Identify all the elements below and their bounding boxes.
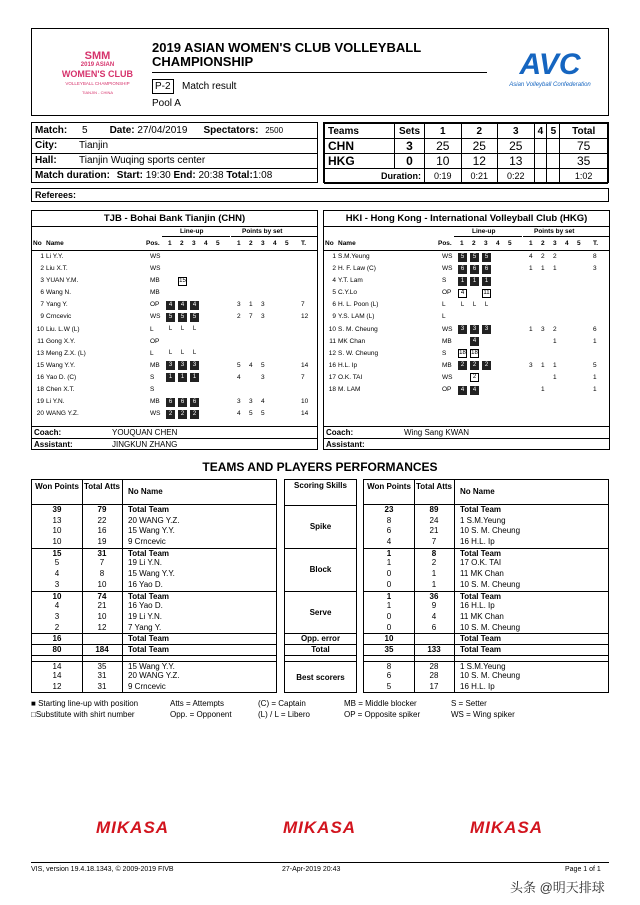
match-number: 5 xyxy=(82,125,88,136)
performance-row: 2 12 7 Yang Y. xyxy=(54,622,162,632)
performance-row: 1 8 Total Team xyxy=(364,548,608,559)
performance-row: 1 2 17 O.K. TAI xyxy=(386,558,502,568)
performance-row: 4 21 16 Yao D. xyxy=(54,601,163,611)
performance-row: 0 4 11 MK Chan xyxy=(386,611,504,621)
performance-row: 4 7 16 H.L. Ip xyxy=(386,537,495,547)
coach: Coach: Wing Sang KWAN xyxy=(324,426,609,437)
team-a-performance: Won Points Total Atts No Name 39 79 Total Team 13 22 20 WANG Y.Z. 10 16 15 Wang Y.Y. 10 19 9 Crncevic 15 31 Total Team 5 7 19 Li Y.N. 4 8 15 Wang Y.Y. 3 10 16 Yao D. 10 74 Total Team 4 21 16 Yao D. 3 10 19 Li Y.N. 2 12 7 Yang Y. 16 Total Team 80 184 Total Team 14 35 15 Wang Y.Y. 14 31 20 WANG Y.Z. 12 31 9 Crncevic xyxy=(31,479,277,693)
label: Match duration: xyxy=(35,170,110,181)
avc-logo xyxy=(495,48,605,88)
total-time: 1:08 xyxy=(252,170,273,181)
player-row: 1 Li Y.Y. WS xyxy=(40,253,161,260)
label: City: xyxy=(35,140,58,151)
doc-code: P-2 xyxy=(152,79,174,94)
player-row: 3 YUAN Y.M. MB 15 xyxy=(40,277,186,285)
player-row: 18 Chen X.T. S xyxy=(36,386,155,394)
performance-row: 0 6 10 S. M. Cheung xyxy=(386,622,521,632)
assistant-coach: Assistant: xyxy=(324,438,609,449)
performance-row: 16 Total Team xyxy=(32,633,276,644)
label: Match: xyxy=(35,125,68,136)
performance-row: 6 21 10 S. M. Cheung xyxy=(386,526,521,536)
skill-label: Best scorers xyxy=(285,661,356,693)
referees: Referees: xyxy=(31,188,609,202)
sponsor-logo: MIKASA xyxy=(283,818,357,837)
skill-label: Spike xyxy=(285,505,356,548)
performance-row: 10 74 Total Team xyxy=(32,591,276,602)
team-name: HKI - Hong Kong - International Volleyball Club (HKG) xyxy=(324,211,609,227)
performance-row: 4 8 15 Wang Y.Y. xyxy=(54,569,175,579)
team-code: CHN xyxy=(325,139,395,154)
section-heading: TEAMS AND PLAYERS PERFORMANCES xyxy=(202,460,438,474)
footer-page: Page 1 of 1 xyxy=(565,866,601,873)
player-row: 4 Y.T. Lam S 1 1 1 xyxy=(324,275,609,287)
logo-line: 2019 ASIAN xyxy=(80,62,115,68)
player-row: 20 WANG Y.Z. WS 2 2 2 4 5 5 14 xyxy=(36,410,309,418)
player-row: 15 Wang Y.Y. MB 3 3 3 5 4 5 14 xyxy=(36,361,309,369)
player-row: 13 Meng Z.X. (L) L L L L xyxy=(36,349,197,357)
team-code: HKG xyxy=(325,154,395,169)
player-row: 11 Gong X.Y. OP xyxy=(37,337,160,345)
player-row: 10 S. M. Cheung WS 3 3 3 1 3 2 6 xyxy=(328,325,597,333)
performance-row: 15 31 Total Team xyxy=(32,548,276,559)
team-a-roster xyxy=(31,210,318,450)
player-row: 2 Liu X.T. WS xyxy=(40,265,161,273)
end-time: 20:38 xyxy=(198,170,224,181)
performance-row: 14 35 15 Wang Y.Y. xyxy=(32,661,276,672)
avc-mark: AVC xyxy=(519,48,581,81)
player-row: 12 S. W. Cheung S 18 18 xyxy=(328,349,478,357)
footer-version: VIS, version 19.4.18.1343, © 2009-2019 FIVB xyxy=(31,866,174,873)
team-name: TJB - Bohai Bank Tianjin (CHN) xyxy=(32,211,317,227)
player-row: 17 O.K. TAI WS 2 1 1 xyxy=(328,373,597,381)
scoring-skills xyxy=(284,479,357,693)
watermark: 头条 @明天排球 xyxy=(510,880,605,895)
player-row: 6 H. L. Poon (L) L L L L xyxy=(332,301,489,309)
team-b-performance: Won Points Total Atts No Name 23 89 Total Team 8 24 1 S.M.Yeung 6 21 10 S. M. Cheung 4 7 16 H.L. Ip 1 8 Total Team 1 2 17 O.K. TAI 0 1 11 MK Chan 0 1 10 S. M. Cheung 1 36 Total Team 1 9 16 H.L. Ip 0 4 11 MK Chan 0 6 10 S. M. Cheung 10 Total Team 35 133 Total Team 8 28 1 S.M.Yeung 6 28 10 S. M. Cheung 5 17 16 H.L. Ip xyxy=(363,479,609,693)
sponsor-logo: MIKASA xyxy=(96,818,170,837)
logo-line: WOMEN'S CLUB xyxy=(61,69,134,79)
player-row: 7 Yang Y. OP 4 4 4 3 1 3 7 xyxy=(40,301,305,309)
performance-row: 0 1 10 S. M. Cheung xyxy=(386,579,521,589)
sponsor-logo: MIKASA xyxy=(470,818,544,837)
logo-line: VOLLEYBALL CHAMPIONSHIP xyxy=(65,81,130,86)
player-row: 18 M. LAM OP 4 4 1 1 xyxy=(328,386,597,394)
performance-row: 3 10 16 Yao D. xyxy=(54,579,163,589)
performance-row: 3 10 19 Li Y.N. xyxy=(54,611,162,621)
performance-row: 10 Total Team xyxy=(364,633,608,644)
label: Total: xyxy=(226,170,253,181)
performance-row: 6 28 10 S. M. Cheung xyxy=(386,671,521,681)
player-row: 16 H.L. Ip MB 2 2 2 3 1 1 5 xyxy=(328,361,597,369)
performance-row: 39 79 Total Team xyxy=(52,505,170,514)
player-row: 9 Crncevic WS 5 5 5 2 7 3 12 xyxy=(40,313,309,321)
player-row: 11 MK Chan MB 4 1 1 xyxy=(329,337,597,345)
label: Start: xyxy=(116,170,143,181)
skill-label: Total xyxy=(285,644,356,655)
skill-label: Opp. error xyxy=(285,633,356,644)
performance-row: 10 19 9 Crncevic xyxy=(52,537,166,547)
performance-row: 13 22 20 WANG Y.Z. xyxy=(52,515,180,525)
footer-rule xyxy=(31,862,609,863)
performance-row: 8 28 1 S.M.Yeung xyxy=(364,661,608,672)
pool-label: Pool A xyxy=(152,98,181,109)
label: Date: xyxy=(109,125,135,136)
start-time: 19:30 xyxy=(145,170,171,181)
match-info xyxy=(31,122,318,183)
logo-line: TIANJIN - CHINA xyxy=(81,90,114,95)
score-table: Teams Sets 1 2 3 4 5 Total CHN 3 25 25 25 75 HKG 0 10 12 13 35 Duration: 0:19 0:21 0:22 1:02 xyxy=(323,122,609,183)
label: Hall: xyxy=(35,155,57,166)
city: Tianjin xyxy=(79,140,109,151)
spectators: 2500 xyxy=(265,126,284,135)
player-row: 2 H. F. Law (C) WS 6 6 6 1 1 1 3 xyxy=(332,265,597,273)
performance-row: 5 17 16 H.L. Ip xyxy=(386,682,495,691)
player-row: 10 Liu. L.W (L) L L L L xyxy=(36,325,197,333)
skills-heading: Scoring Skills xyxy=(294,481,347,490)
performance-row: 23 89 Total Team xyxy=(384,505,502,514)
title-rule xyxy=(152,72,487,73)
performance-row: 10 16 15 Wang Y.Y. xyxy=(52,526,175,536)
coach: Coach: YOUQUAN CHEN xyxy=(32,426,317,437)
assistant-coach: Assistant: JINGKUN ZHANG xyxy=(32,438,317,449)
player-row: 6 Wang N. MB xyxy=(40,289,160,297)
performance-row: 5 7 19 Li Y.N. xyxy=(54,558,162,568)
player-row: 19 Li Y.N. MB 6 6 6 3 3 4 10 xyxy=(36,398,309,406)
player-row: 5 C.Y.Lo OP 4 11 xyxy=(332,289,490,297)
label: Spectators: xyxy=(203,125,259,136)
performance-row: 80 184 Total Team xyxy=(32,644,276,655)
performance-row: 0 1 11 MK Chan xyxy=(386,569,504,579)
performance-row: 1 36 Total Team xyxy=(364,591,608,602)
player-row: 16 Yao D. (C) S 1 1 1 4 3 7 xyxy=(36,373,305,381)
performance-row: 8 24 1 S.M.Yeung xyxy=(386,515,506,525)
label: End: xyxy=(173,170,196,181)
skill-label: Block xyxy=(285,548,356,591)
performance-row: 12 31 9 Crncevic xyxy=(52,682,166,691)
footer-printed: 27-Apr-2019 20:43 xyxy=(282,866,341,873)
hall: Tianjin Wuqing sports center xyxy=(79,155,206,166)
performance-row: 1 9 16 H.L. Ip xyxy=(386,601,495,611)
championship-logo xyxy=(50,52,145,97)
performance-row: 35 133 Total Team xyxy=(364,644,608,655)
match-date: 27/04/2019 xyxy=(137,125,188,136)
avc-subtitle: Asian Volleyball Confederation xyxy=(509,82,591,88)
roster-header: Line-up Points by set No Name Pos. 1 2 3 4 5 1 2 3 4 5 T. xyxy=(32,227,317,251)
roster-header: Line-up Points by set No Name Pos. 1 2 3 4 5 1 2 3 4 5 T. xyxy=(324,227,609,251)
skill-label: Serve xyxy=(285,591,356,634)
player-row: 9 Y.S. LAM (L) L xyxy=(332,313,446,321)
doc-name: Match result xyxy=(182,81,237,92)
performance-row: 14 31 20 WANG Y.Z. xyxy=(52,671,180,681)
player-row: 1 S.M.Yeung WS 5 5 5 4 2 2 8 xyxy=(332,253,597,260)
logo-line: SMM xyxy=(84,50,111,62)
page-title: 2019 ASIAN WOMEN'S CLUB VOLLEYBALL CHAMPIONSHIP xyxy=(152,40,421,69)
team-b-roster xyxy=(323,210,610,450)
